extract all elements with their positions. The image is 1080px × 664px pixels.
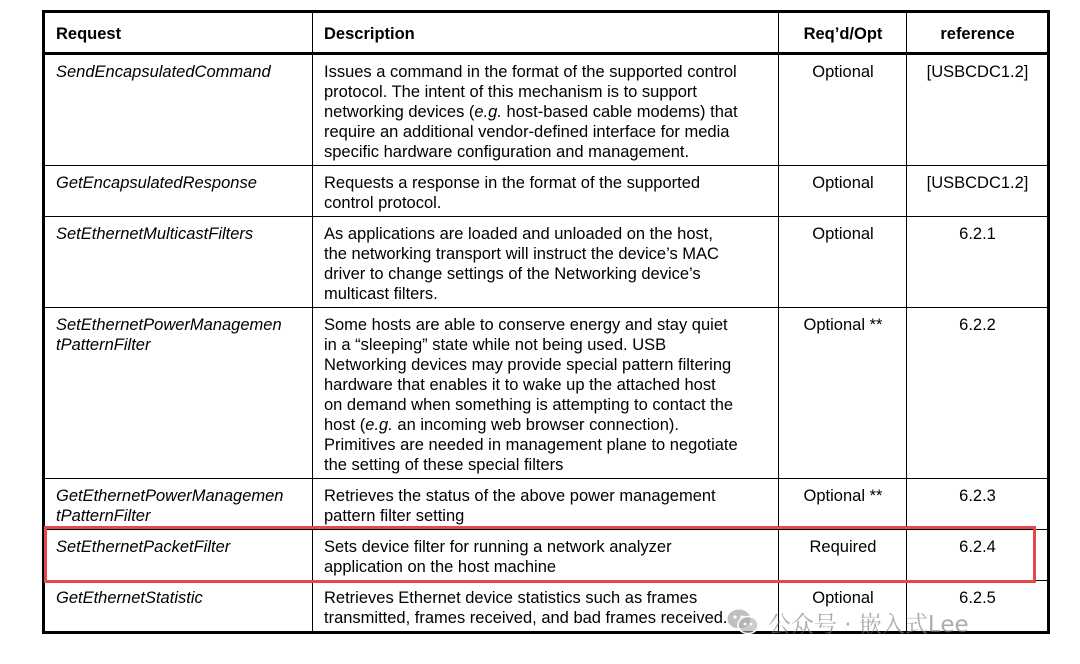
reqopt-cell: Optional **	[779, 308, 907, 479]
table-row	[44, 530, 1049, 581]
request-cell	[44, 581, 313, 633]
description-line: Networking devices may provide special pattern filtering	[324, 356, 732, 374]
description-line: hardware that enables it to wake up the attached host	[324, 376, 716, 394]
description-line: Issues a command in the format of the supported control	[324, 63, 737, 81]
description-line: in a “sleeping” state while not being used. USB	[324, 336, 667, 354]
description-cell	[313, 54, 779, 166]
request-name-line: tPatternFilter	[56, 336, 151, 354]
reference-cell: [USBCDC1.2]	[907, 166, 1049, 217]
description-cell	[313, 479, 779, 530]
description-line: Retrieves the status of the above power management	[324, 487, 716, 505]
description-line: Primitives are needed in management plane to negotiate	[324, 436, 738, 454]
description-line: application on the host machine	[324, 558, 557, 576]
reqopt-cell: Optional **	[779, 479, 907, 530]
description-line: control protocol.	[324, 194, 442, 212]
description-cell	[313, 308, 779, 479]
table-header-row	[44, 12, 1049, 54]
description-line: multicast filters.	[324, 285, 438, 303]
description-line: the networking transport will instruct the device’s MAC	[324, 245, 719, 263]
description-line: the setting of these special filters	[324, 456, 564, 474]
description-line: require an additional vendor-defined interface for media	[324, 123, 730, 141]
description-cell	[313, 530, 779, 581]
header-description: Description	[313, 12, 779, 54]
request-name-line: SetEthernetPowerManagemen	[56, 316, 282, 334]
request-name-line: GetEthernetStatistic	[56, 589, 203, 607]
description-line: Requests a response in the format of the supported	[324, 174, 701, 192]
table-row	[44, 479, 1049, 530]
request-cell	[44, 217, 313, 308]
description-line: networking devices (e.g. host-based cable modems) that	[324, 103, 738, 121]
usb-request-table	[42, 10, 1050, 634]
description-cell	[313, 581, 779, 633]
request-cell	[44, 308, 313, 479]
table-row	[44, 166, 1049, 217]
request-cell	[44, 54, 313, 166]
table-row	[44, 217, 1049, 308]
description-line: Some hosts are able to conserve energy and stay quiet	[324, 316, 728, 334]
description-line: As applications are loaded and unloaded on the host,	[324, 225, 713, 243]
request-name-line: SetEthernetPacketFilter	[56, 538, 231, 556]
request-name-line: GetEncapsulatedResponse	[56, 174, 257, 192]
table-row	[44, 581, 1049, 633]
header-reqopt: Req’d/Opt	[779, 12, 907, 54]
reference-cell: 6.2.1	[907, 217, 1049, 308]
table-row	[44, 54, 1049, 166]
reqopt-cell: Optional	[779, 217, 907, 308]
reqopt-cell: Optional	[779, 581, 907, 633]
description-cell	[313, 217, 779, 308]
description-cell	[313, 166, 779, 217]
table-row	[44, 308, 1049, 479]
description-line: driver to change settings of the Networking device’s	[324, 265, 701, 283]
reference-cell: 6.2.4	[907, 530, 1049, 581]
table-body	[44, 54, 1049, 633]
usb-request-table-container	[42, 10, 1047, 634]
request-name-line: SetEthernetMulticastFilters	[56, 225, 254, 243]
reqopt-cell: Optional	[779, 166, 907, 217]
request-cell	[44, 479, 313, 530]
reqopt-cell: Optional	[779, 54, 907, 166]
request-name-line: GetEthernetPowerManagemen	[56, 487, 284, 505]
description-line: protocol. The intent of this mechanism is to support	[324, 83, 697, 101]
description-line: pattern filter setting	[324, 507, 465, 525]
description-line: Sets device filter for running a network analyzer	[324, 538, 672, 556]
reference-cell: [USBCDC1.2]	[907, 54, 1049, 166]
description-line: host (e.g. an incoming web browser connection).	[324, 416, 679, 434]
header-reference: reference	[907, 12, 1049, 54]
request-name-line: SendEncapsulatedCommand	[56, 63, 271, 81]
description-line: specific hardware configuration and management.	[324, 143, 690, 161]
header-request: Request	[44, 12, 313, 54]
reference-cell: 6.2.2	[907, 308, 1049, 479]
description-line: transmitted, frames received, and bad frames received.	[324, 609, 728, 627]
request-cell	[44, 530, 313, 581]
reqopt-cell: Required	[779, 530, 907, 581]
request-name-line: tPatternFilter	[56, 507, 151, 525]
reference-cell: 6.2.3	[907, 479, 1049, 530]
description-line: Retrieves Ethernet device statistics such as frames	[324, 589, 698, 607]
watermark-text: 公众号 · 嵌入式Lee	[768, 611, 969, 638]
request-cell	[44, 166, 313, 217]
description-line: on demand when something is attempting to contact the	[324, 396, 734, 414]
reference-cell: 6.2.5	[907, 581, 1049, 633]
